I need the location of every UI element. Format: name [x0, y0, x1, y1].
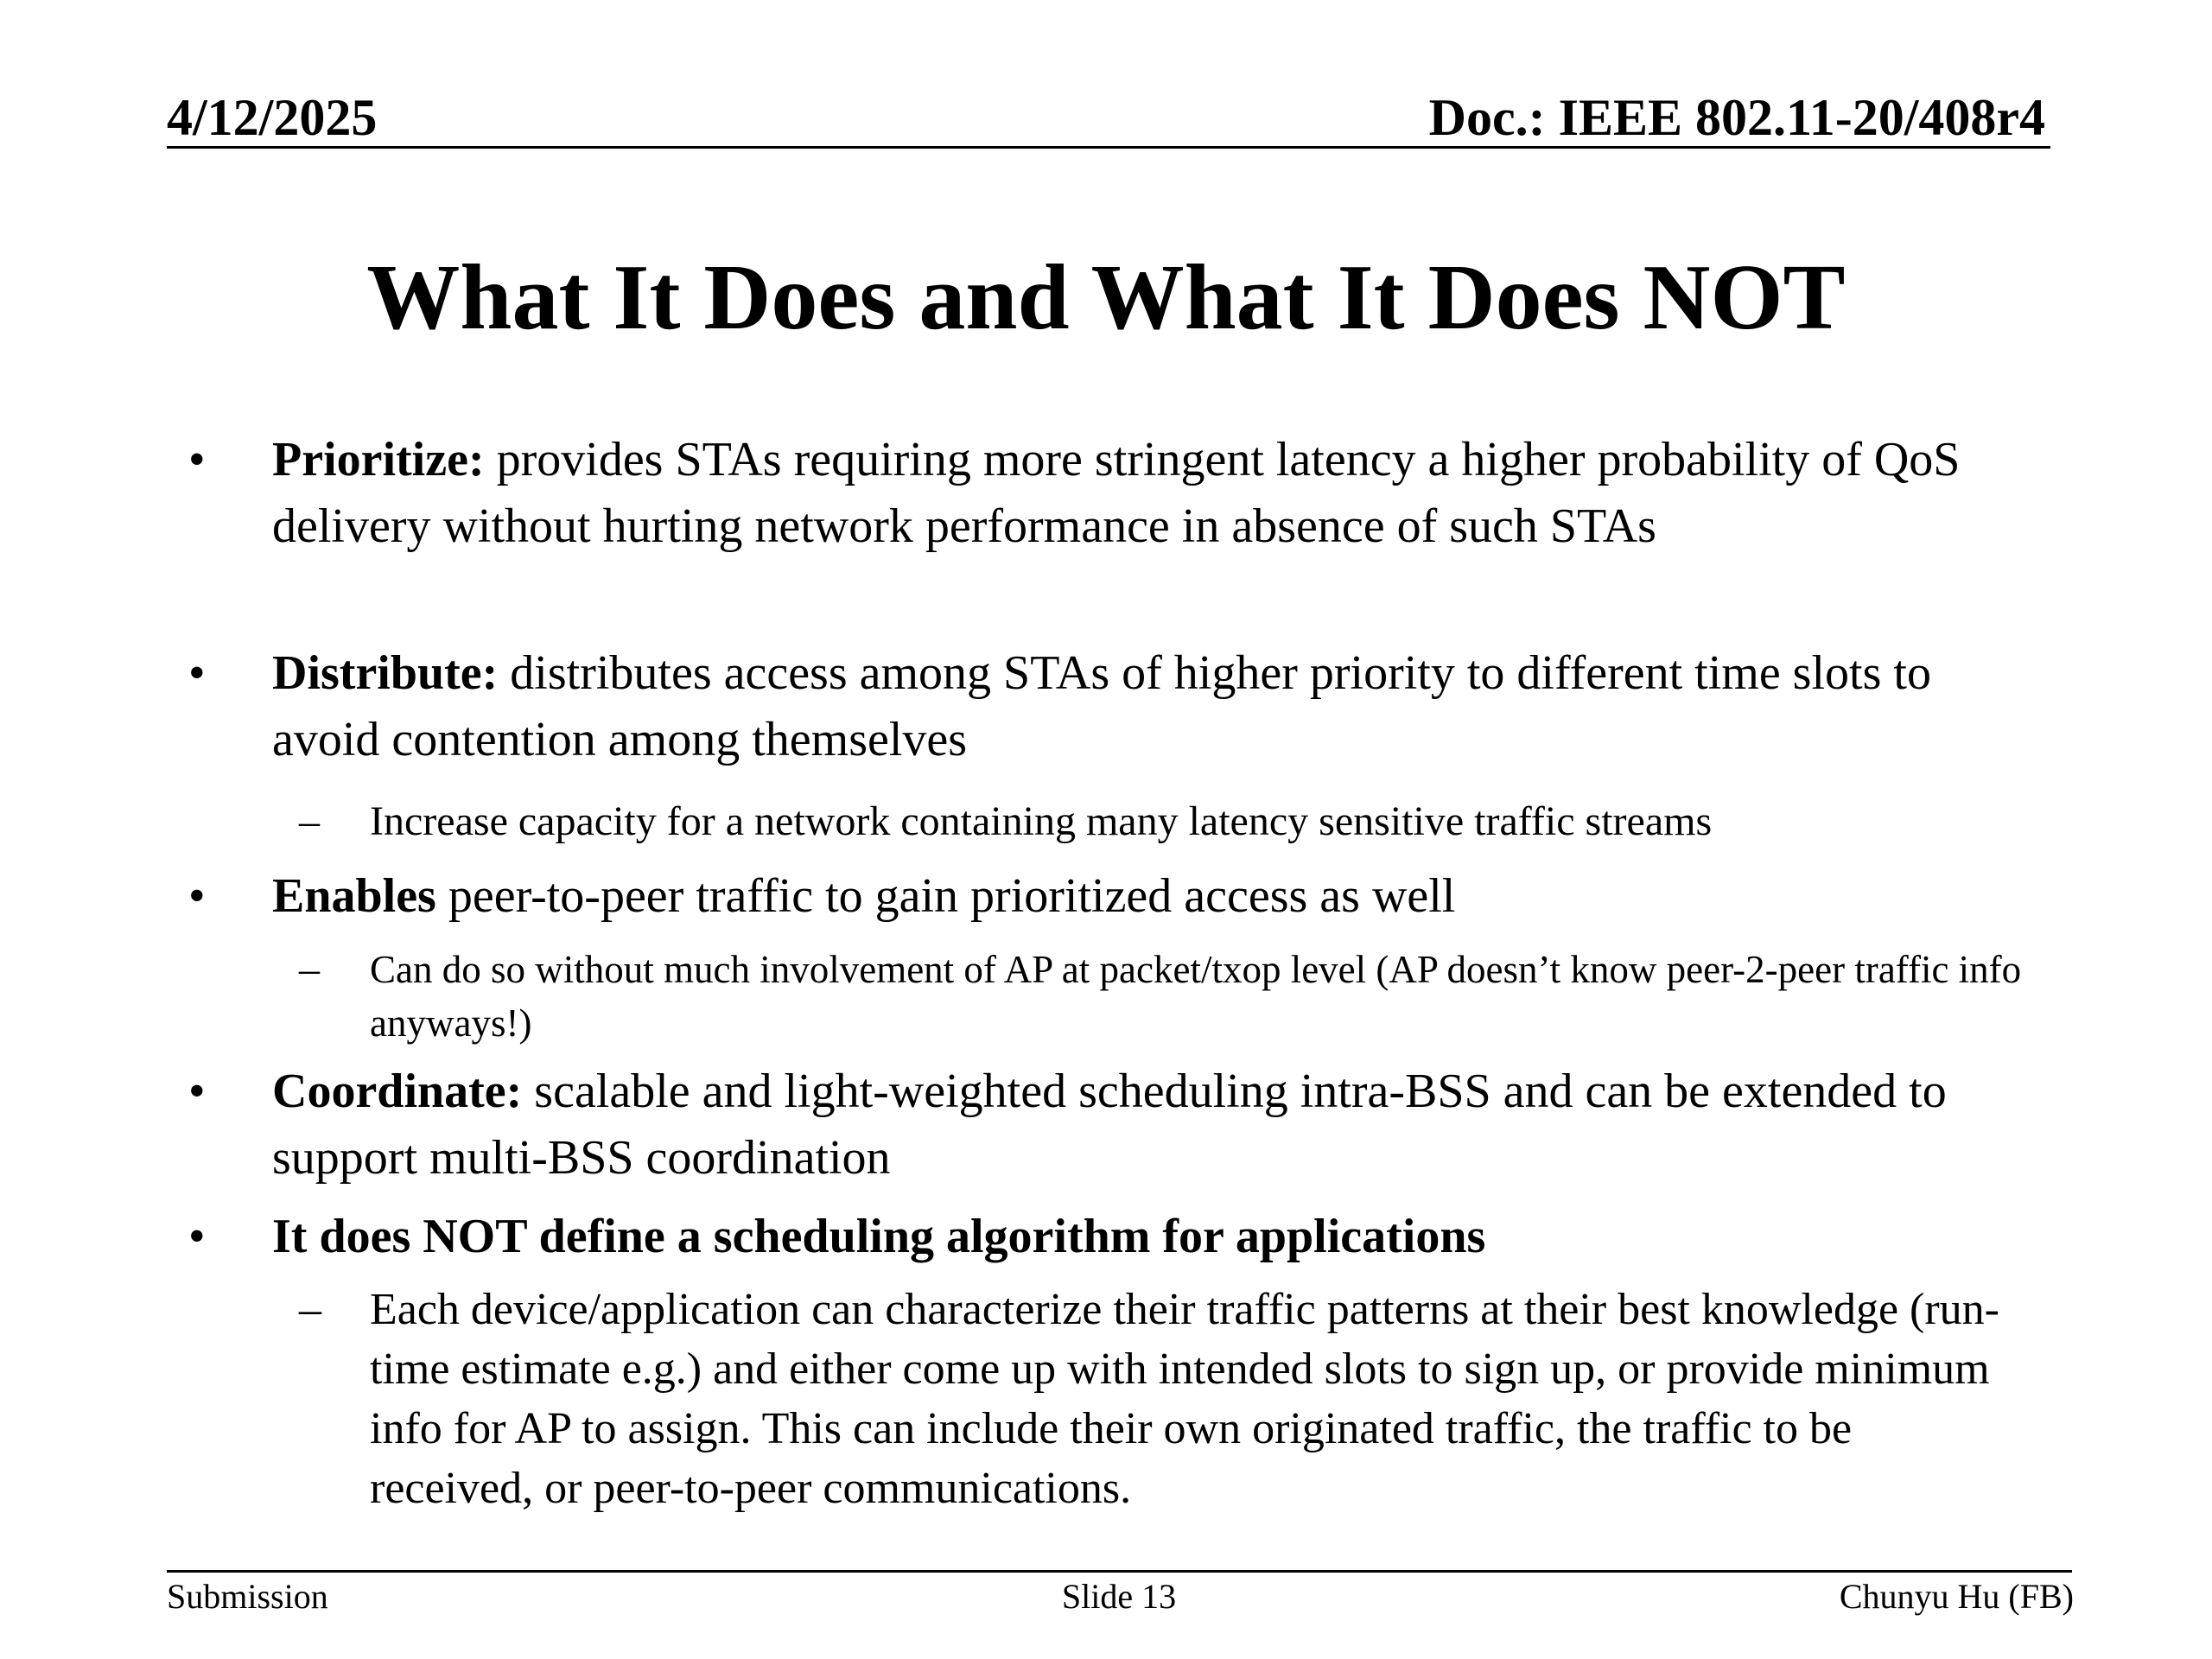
bullet-text — [272, 1058, 2035, 1192]
header-date: 4/12/2025 — [167, 89, 378, 146]
bullet-text — [272, 427, 2035, 560]
bullet-marker: • — [188, 433, 206, 486]
bullet-text — [272, 640, 2035, 773]
footer-submission: Submission — [167, 1577, 328, 1616]
bullet-body: peer-to-peer traffic to gain prioritized access as well — [435, 869, 1456, 923]
footer-author: Chunyu Hu (FB) — [1839, 1577, 2074, 1616]
footer-slide-number: Slide 13 — [1061, 1577, 1177, 1616]
bullet-body: distributes access among STAs of higher priority to different time slots to avoid contention among themselves — [272, 646, 1931, 766]
bullet-marker: • — [188, 869, 206, 923]
bullet-lead: Enables — [272, 869, 436, 923]
bullet-lead: Prioritize: — [272, 433, 485, 486]
sub-bullet-text: Each device/application can characterize their traffic patterns at their best knowledge (run-time estimate e.g.) and either come up with intended slots to sign up, or provide minimum info for AP to assign. This can include their own originated traffic, the traffic to be received, or peer-to-peer communications. — [370, 1285, 1999, 1513]
sub-bullet-marker: – — [299, 1285, 321, 1334]
header-doc-number: Doc.: IEEE 802.11-20/408r4 — [1428, 89, 2045, 146]
sub-bullet-marker: – — [299, 946, 320, 992]
footer-divider — [167, 1570, 2072, 1573]
bullet-lead: Distribute: — [272, 646, 499, 700]
slide-title: What It Does and What It Does NOT — [366, 246, 1846, 349]
bullet-body: provides STAs requiring more stringent latency a higher probability of QoS delivery without hurting network performance in absence of such STAs — [272, 433, 1961, 553]
bullet-marker: • — [188, 646, 206, 700]
bullet-marker: • — [188, 1065, 206, 1118]
sub-bullet-text: Can do so without much involvement of AP at packet/txop level (AP doesn’t know peer-2-peer traffic info anyways!) — [370, 948, 2022, 1045]
bullet-lead: Coordinate: — [272, 1065, 523, 1118]
bullet-lead: It does NOT define a scheduling algorithm for applications — [272, 1210, 1486, 1263]
sub-bullet-text: Increase capacity for a network containing many latency sensitive traffic streams — [370, 798, 1713, 844]
bullet-body: scalable and light-weighted scheduling intra-BSS and can be extended to support multi-BSS coordination — [272, 1065, 1947, 1185]
bullet-text — [272, 1204, 2035, 1270]
bullet-text — [272, 863, 2035, 930]
sub-bullet-marker: – — [299, 798, 320, 844]
bullet-marker: • — [188, 1210, 206, 1263]
